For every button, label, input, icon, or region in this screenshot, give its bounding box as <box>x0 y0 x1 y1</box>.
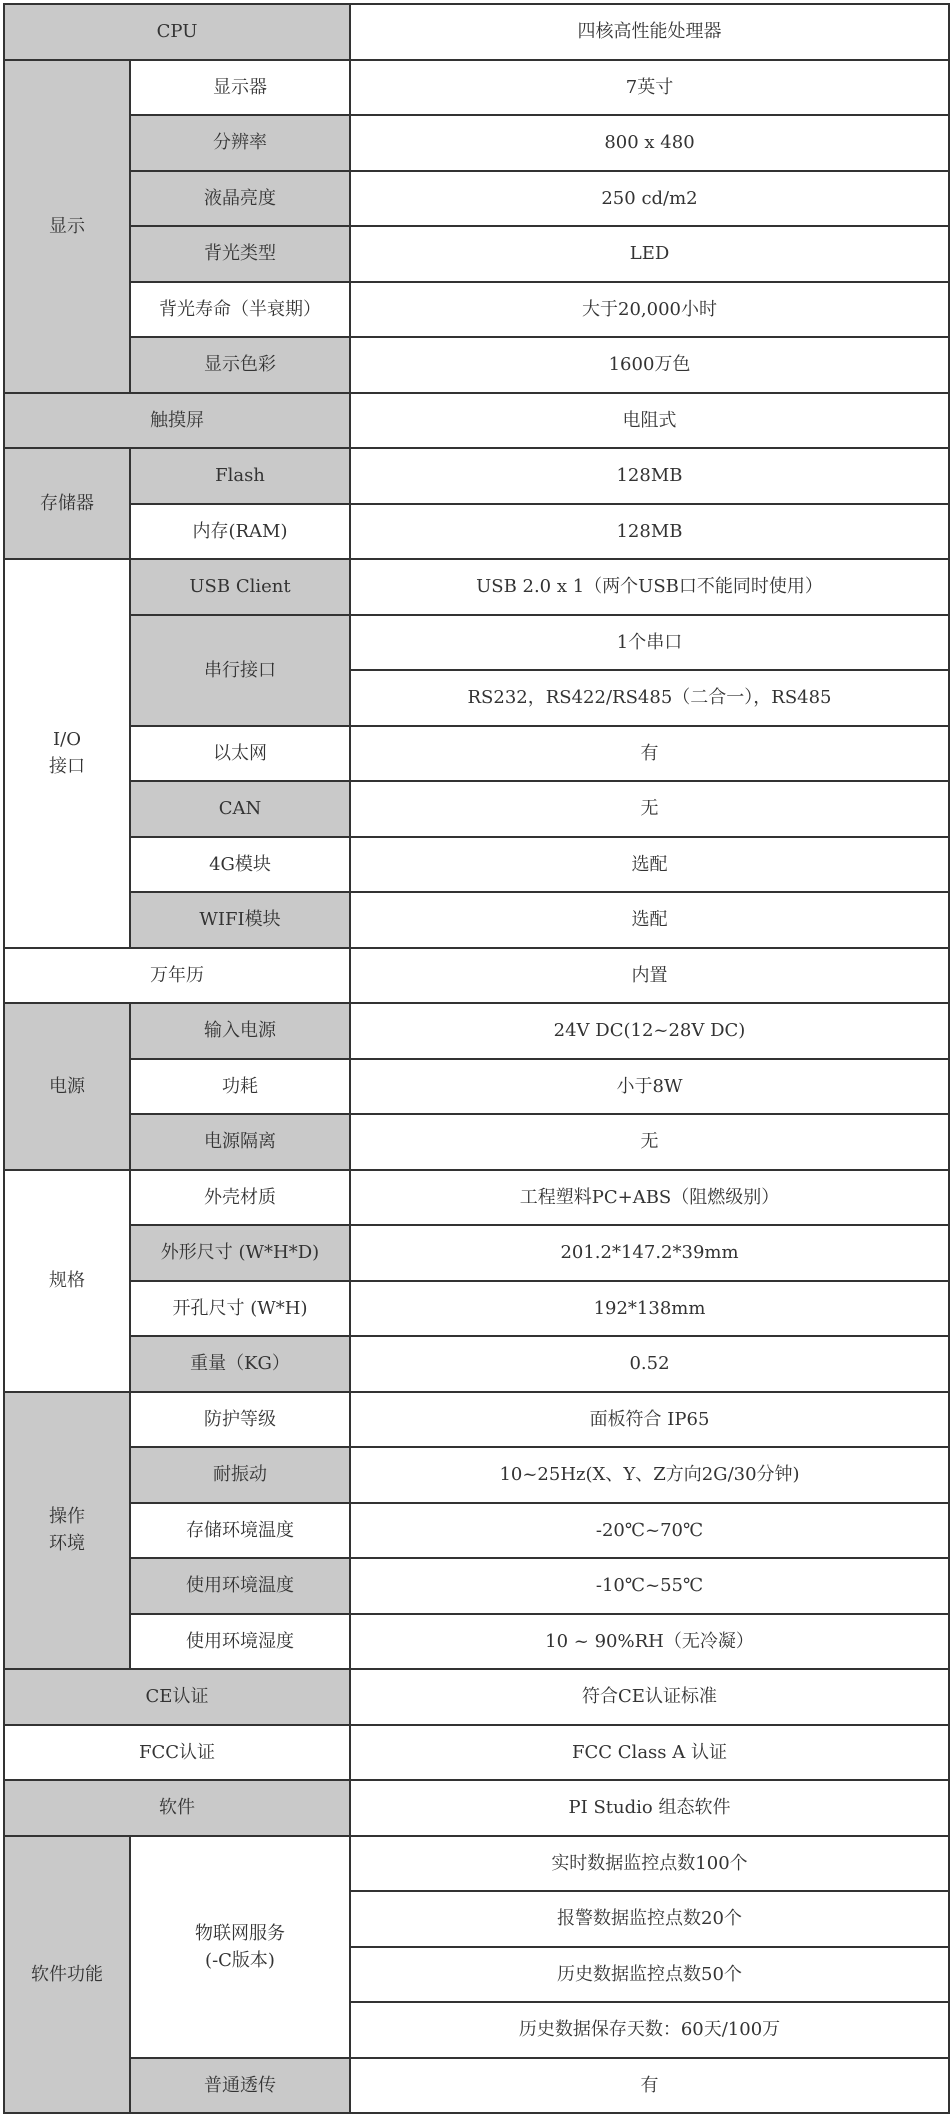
table-row <box>4 781 949 837</box>
table-row <box>4 1114 949 1170</box>
spec-label: 4G模块 <box>130 837 350 893</box>
group-label-spec: 规格 <box>4 1170 130 1392</box>
spec-value: 7英寸 <box>350 60 949 116</box>
spec-label: 显示色彩 <box>130 337 350 393</box>
table-row <box>4 171 949 227</box>
table-row <box>4 1059 949 1115</box>
spec-label: 以太网 <box>130 726 350 782</box>
spec-value: 小于8W <box>350 1059 949 1115</box>
spec-label: CAN <box>130 781 350 837</box>
table-row <box>4 1170 949 1226</box>
table-row-rtc <box>4 948 949 1004</box>
spec-value: 实时数据监控点数100个 <box>350 1836 949 1892</box>
spec-label: 普通透传 <box>130 2058 350 2114</box>
table-row <box>4 282 949 338</box>
table-row <box>4 1003 949 1059</box>
spec-value: FCC Class A 认证 <box>350 1725 949 1781</box>
spec-label: 显示器 <box>130 60 350 116</box>
table-row <box>4 60 949 116</box>
spec-value: 有 <box>350 726 949 782</box>
table-row <box>4 2058 949 2114</box>
spec-label: 存储环境温度 <box>130 1503 350 1559</box>
spec-value: 0.52 <box>350 1336 949 1392</box>
spec-value: 面板符合 IP65 <box>350 1392 949 1448</box>
spec-label: 内存(RAM) <box>130 504 350 560</box>
group-label-env <box>4 1392 130 1670</box>
spec-value: 报警数据监控点数20个 <box>350 1891 949 1947</box>
table-row-cpu <box>4 4 949 60</box>
table-row-touchscreen <box>4 393 949 449</box>
spec-value: 历史数据保存天数：60天/100万 <box>350 2002 949 2058</box>
spec-label: 重量（KG） <box>130 1336 350 1392</box>
group-label-power: 电源 <box>4 1003 130 1170</box>
spec-label: Flash <box>130 448 350 504</box>
spec-value: 250 cd/m2 <box>350 171 949 227</box>
spec-label: 软件 <box>4 1780 350 1836</box>
table-row-ce <box>4 1669 949 1725</box>
table-row <box>4 559 949 615</box>
spec-label: 万年历 <box>4 948 350 1004</box>
spec-value: LED <box>350 226 949 282</box>
group-label-io <box>4 559 130 948</box>
spec-value: 10 ~ 90%RH（无冷凝） <box>350 1614 949 1670</box>
spec-label: CPU <box>4 4 350 60</box>
spec-value: 内置 <box>350 948 949 1004</box>
spec-value: 201.2*147.2*39mm <box>350 1225 949 1281</box>
spec-value: 128MB <box>350 504 949 560</box>
spec-value: USB 2.0 x 1（两个USB口不能同时使用） <box>350 559 949 615</box>
spec-table <box>3 3 950 2114</box>
spec-value: 1600万色 <box>350 337 949 393</box>
spec-value: 工程塑料PC+ABS（阻燃级别） <box>350 1170 949 1226</box>
group-label-software-func: 软件功能 <box>4 1836 130 2114</box>
spec-label: 触摸屏 <box>4 393 350 449</box>
spec-label: 外壳材质 <box>130 1170 350 1226</box>
spec-label: WIFI模块 <box>130 892 350 948</box>
spec-value: 符合CE认证标准 <box>350 1669 949 1725</box>
spec-value: -10℃~55℃ <box>350 1558 949 1614</box>
spec-value: 无 <box>350 781 949 837</box>
spec-value: 四核高性能处理器 <box>350 4 949 60</box>
spec-label: 输入电源 <box>130 1003 350 1059</box>
spec-value: RS232，RS422/RS485（二合一），RS485 <box>350 670 949 726</box>
spec-value: 有 <box>350 2058 949 2114</box>
table-row <box>4 1281 949 1337</box>
table-row <box>4 1336 949 1392</box>
table-row <box>4 615 949 671</box>
group-label-line: I/O <box>53 729 81 751</box>
spec-label: 耐振动 <box>130 1447 350 1503</box>
spec-label: 外形尺寸 (W*H*D) <box>130 1225 350 1281</box>
spec-label: CE认证 <box>4 1669 350 1725</box>
spec-value: 10~25Hz(X、Y、Z方向2G/30分钟) <box>350 1447 949 1503</box>
group-label-line: 接口 <box>49 756 85 778</box>
table-row <box>4 504 949 560</box>
table-row <box>4 892 949 948</box>
spec-label: 开孔尺寸 (W*H) <box>130 1281 350 1337</box>
spec-label: 功耗 <box>130 1059 350 1115</box>
spec-label: 串行接口 <box>130 615 350 726</box>
spec-label: 电源隔离 <box>130 1114 350 1170</box>
spec-label: FCC认证 <box>4 1725 350 1781</box>
table-row <box>4 1225 949 1281</box>
spec-label: 分辨率 <box>130 115 350 171</box>
table-row <box>4 1503 949 1559</box>
spec-label: 液晶亮度 <box>130 171 350 227</box>
group-label-line: 物联网服务 <box>195 1922 285 1944</box>
group-label-display: 显示 <box>4 60 130 393</box>
spec-value: 1个串口 <box>350 615 949 671</box>
group-label-line: 环境 <box>49 1533 85 1555</box>
table-row <box>4 726 949 782</box>
group-label-storage: 存储器 <box>4 448 130 559</box>
spec-value: 大于20,000小时 <box>350 282 949 338</box>
spec-label: 背光类型 <box>130 226 350 282</box>
table-row <box>4 337 949 393</box>
table-row <box>4 1836 949 1892</box>
spec-value: 历史数据监控点数50个 <box>350 1947 949 2003</box>
group-label-line: 操作 <box>49 1506 85 1528</box>
spec-label: 使用环境温度 <box>130 1558 350 1614</box>
table-row <box>4 1392 949 1448</box>
group-label-line: (-C版本) <box>205 1949 275 1971</box>
spec-value: 24V DC(12~28V DC) <box>350 1003 949 1059</box>
table-row <box>4 1558 949 1614</box>
table-row <box>4 837 949 893</box>
table-row-software <box>4 1780 949 1836</box>
table-row <box>4 448 949 504</box>
spec-value: 选配 <box>350 837 949 893</box>
table-row <box>4 1614 949 1670</box>
spec-value: -20℃~70℃ <box>350 1503 949 1559</box>
spec-value: 128MB <box>350 448 949 504</box>
spec-label-iot <box>130 1836 350 2058</box>
spec-value: 192*138mm <box>350 1281 949 1337</box>
spec-label: 背光寿命（半衰期） <box>130 282 350 338</box>
spec-label: 防护等级 <box>130 1392 350 1448</box>
table-row <box>4 1447 949 1503</box>
spec-value: 无 <box>350 1114 949 1170</box>
spec-value: 电阻式 <box>350 393 949 449</box>
spec-label: USB Client <box>130 559 350 615</box>
table-row-fcc <box>4 1725 949 1781</box>
spec-label: 使用环境湿度 <box>130 1614 350 1670</box>
spec-value: 800 x 480 <box>350 115 949 171</box>
table-row <box>4 115 949 171</box>
table-row <box>4 226 949 282</box>
spec-value: 选配 <box>350 892 949 948</box>
spec-value: PI Studio 组态软件 <box>350 1780 949 1836</box>
